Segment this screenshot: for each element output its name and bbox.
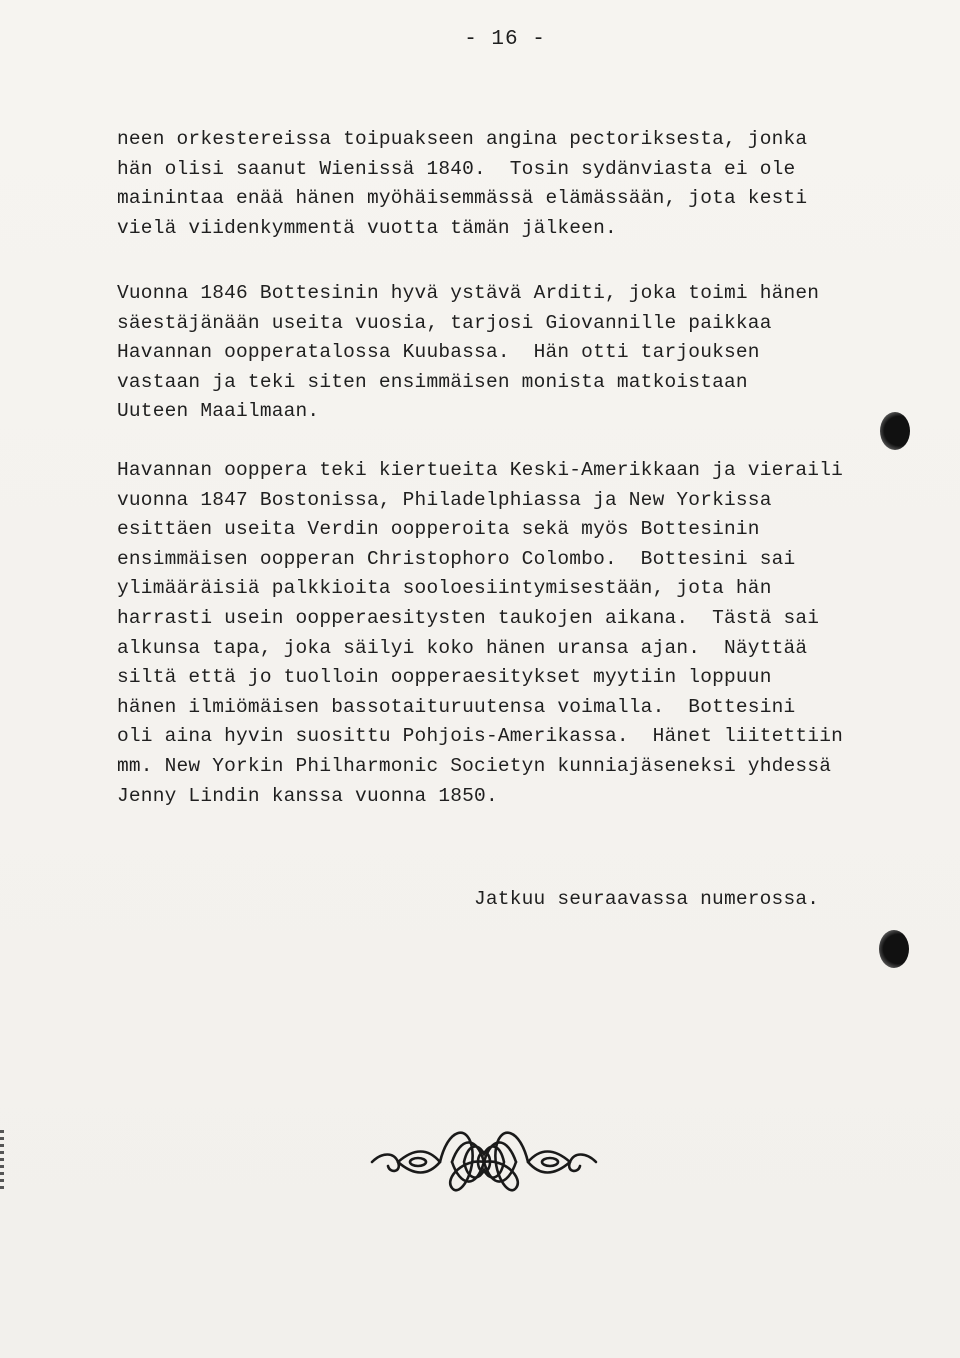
text-line: siltä että jo tuolloin oopperaesitykset myytiin loppuun (117, 666, 772, 689)
text-line: esittäen useita Verdin oopperoita sekä myös Bottesinin (117, 518, 760, 541)
text-line: mm. New Yorkin Philharmonic Societyn kunniajäseneksi yhdessä (117, 754, 832, 777)
text-line: ylimääräisiä palkkioita sooloesiintymisestään, jota hän (117, 577, 772, 600)
text-line: Jenny Lindin kanssa vuonna 1850. (117, 784, 498, 807)
punch-hole-bottom (879, 930, 909, 968)
text-line: harrasti usein oopperaesitysten taukojen aikana. Tästä sai (117, 606, 820, 629)
paragraph-2 (117, 279, 819, 427)
paragraph-1 (117, 125, 807, 243)
text-line: alkunsa tapa, joka säilyi koko hänen uransa ajan. Näyttää (117, 636, 808, 659)
calligraphic-flourish-icon (368, 1118, 600, 1208)
punch-hole-top (880, 412, 910, 450)
continued-note: Jatkuu seuraavassa numerossa. (474, 888, 820, 910)
text-line: Uuteen Maailmaan. (117, 400, 320, 423)
edge-mark (0, 1130, 4, 1190)
text-line: Havannan oopperatalossa Kuubassa. Hän otti tarjouksen (117, 341, 760, 364)
text-line: Vuonna 1846 Bottesinin hyvä ystävä Arditi, joka toimi hänen (117, 282, 820, 304)
text-line: neen orkestereissa toipuakseen angina pectoriksesta, jonka (117, 128, 808, 150)
text-line: mainintaa enää hänen myöhäisemmässä elämässään, jota kesti (117, 187, 808, 210)
text-line: ensimmäisen oopperan Christophoro Colombo. Bottesini sai (117, 547, 796, 570)
text-line: hänen ilmiömäisen bassotaituruutensa voimalla. Bottesini (117, 695, 796, 718)
paragraph-3 (117, 456, 843, 811)
text-line: vielä viidenkymmentä vuotta tämän jälkeen. (117, 216, 617, 239)
text-line: säestäjänään useita vuosia, tarjosi Giovannille paikkaa (117, 311, 772, 334)
page-number: - 16 - (464, 28, 546, 51)
text-line: oli aina hyvin suosittu Pohjois-Amerikassa. Hänet liitettiin (117, 725, 844, 748)
text-line: vuonna 1847 Bostonissa, Philadelphiassa ja New Yorkissa (117, 488, 772, 511)
text-line: vastaan ja teki siten ensimmäisen monista matkoistaan (117, 370, 748, 393)
text-line: Havannan ooppera teki kiertueita Keski-Amerikkaan ja vieraili (117, 459, 844, 481)
text-line: hän olisi saanut Wienissä 1840. Tosin sydänviasta ei ole (117, 157, 796, 180)
